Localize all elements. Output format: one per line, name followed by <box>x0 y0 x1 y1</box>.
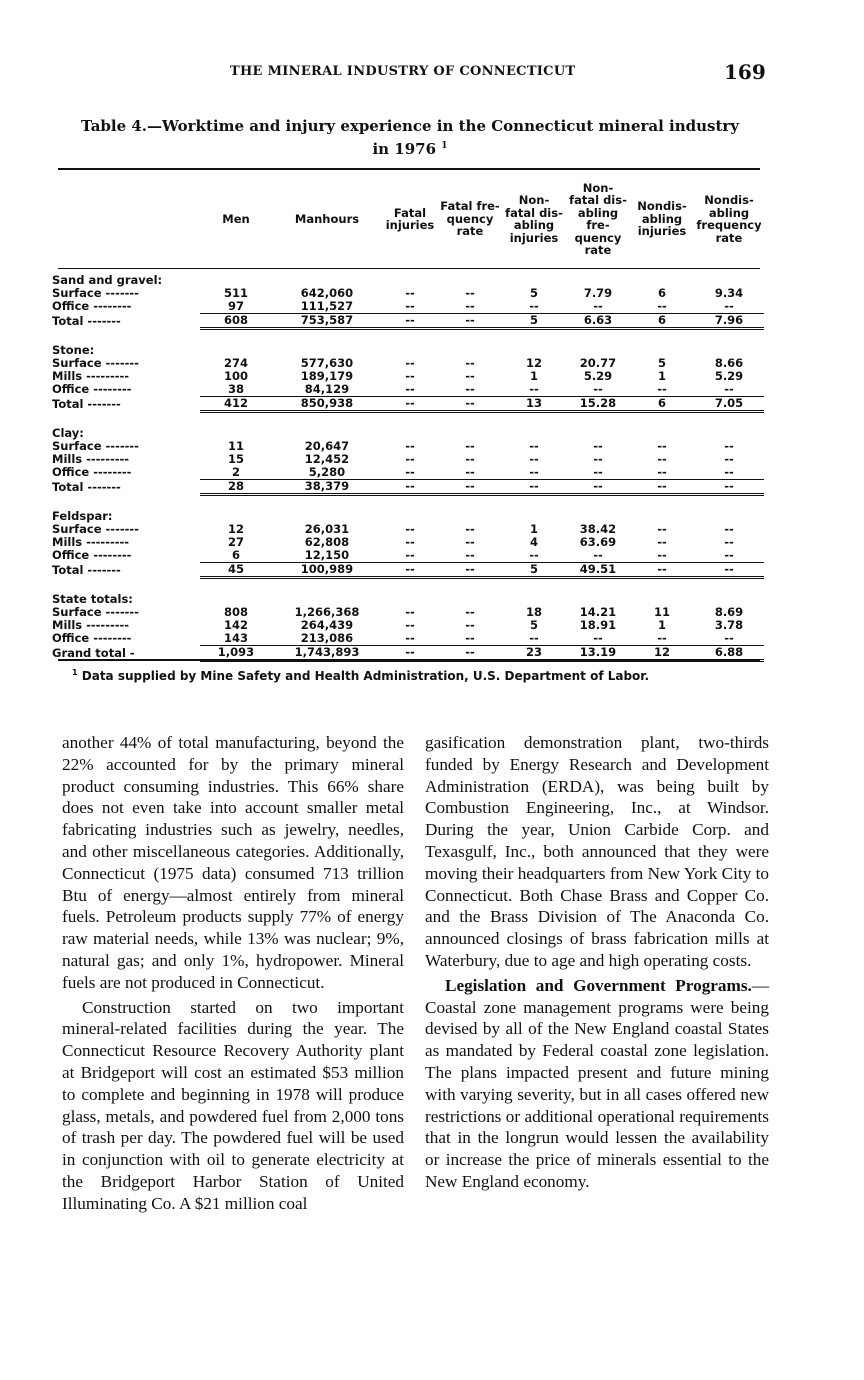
table-cell: -- <box>465 300 475 313</box>
group-heading-row <box>52 421 764 440</box>
injury-table <box>52 170 764 662</box>
footnote-text: Data supplied by Mine Safety and Health Administration, U.S. Department of Labor. <box>81 669 650 683</box>
group-heading: Sand and gravel: <box>52 273 163 287</box>
running-title: THE MINERAL INDUSTRY OF CONNECTICUT <box>230 64 576 79</box>
table-row <box>52 383 764 397</box>
table-cell: -- <box>724 632 734 645</box>
total-cell: 13.19 <box>566 646 630 661</box>
table-cell: -- <box>529 440 539 453</box>
group-heading-row <box>52 338 764 357</box>
total-cell: 608 <box>200 314 272 329</box>
table-cell: 143 <box>223 632 248 645</box>
group-heading: Stone: <box>52 343 95 357</box>
table-cell: 6 <box>231 549 240 562</box>
row-label: Surface ------- <box>52 606 139 619</box>
group-spacer <box>52 329 764 339</box>
table-cell: -- <box>724 383 734 396</box>
table-body <box>52 268 764 661</box>
body-column-right <box>425 732 769 1193</box>
total-cell: -- <box>382 563 438 578</box>
row-label: Surface ------- <box>52 523 139 536</box>
table-cell: 213,086 <box>300 632 354 645</box>
total-cell: -- <box>382 314 438 329</box>
table-cell: -- <box>529 453 539 466</box>
table-cell: -- <box>593 549 603 562</box>
group-spacer <box>52 578 764 588</box>
total-cell: -- <box>694 480 764 495</box>
table-cell: -- <box>657 549 667 562</box>
paragraph: gasification demonstration plant, two-thirds funded by Energy Research and Development Administration (ERDA), was being built by Combustion Engineering, Inc., at Windsor. During the year, Union Carbide Corp. and Texasgulf, Inc., both announced that they were moving their headquarters from New York City to Connecticut. Both Chase Brass and Copper Co. and the Brass Division of The Anaconda Co. announced closings of brass fabrication mills at Waterbury, due to age and high operating costs. <box>425 733 769 970</box>
table-cell: -- <box>724 440 734 453</box>
table-cell: -- <box>593 453 603 466</box>
table-cell: 274 <box>223 357 248 370</box>
table-row <box>52 453 764 466</box>
total-cell: -- <box>438 314 502 329</box>
table-cell: -- <box>405 383 415 396</box>
total-cell: 28 <box>200 480 272 495</box>
table-cell: -- <box>529 466 539 479</box>
table-cell: 642,060 <box>300 287 354 300</box>
table-cell: 12 <box>525 357 542 370</box>
total-row <box>52 480 764 495</box>
footnote-mark: 1 <box>72 668 78 677</box>
group-heading: State totals: <box>52 592 133 606</box>
table-cell: -- <box>405 606 415 619</box>
table-cell: 12 <box>227 523 244 536</box>
table-cell: 111,527 <box>300 300 354 313</box>
table-row <box>52 606 764 619</box>
row-label: Mills --------- <box>52 453 130 466</box>
group-heading: Clay: <box>52 426 84 440</box>
body-column-left <box>62 732 404 1215</box>
table-cell: 62,808 <box>304 536 350 549</box>
table-row <box>52 357 764 370</box>
table-cell: -- <box>593 300 603 313</box>
group-heading-row <box>52 504 764 523</box>
caption-footnote-mark: 1 <box>441 141 448 151</box>
table-cell: 6 <box>657 287 666 300</box>
total-cell: -- <box>438 397 502 412</box>
spacer-cell <box>52 329 764 339</box>
total-cell: 753,587 <box>272 314 382 329</box>
table-cell: -- <box>724 466 734 479</box>
table-cell: 1 <box>529 523 538 536</box>
table-cell: -- <box>465 619 475 632</box>
table-cell: -- <box>405 549 415 562</box>
table-row <box>52 466 764 480</box>
table-cell: -- <box>724 300 734 313</box>
total-cell: 850,938 <box>272 397 382 412</box>
total-cell: 49.51 <box>566 563 630 578</box>
table-cell: -- <box>593 466 603 479</box>
table-cell: -- <box>724 453 734 466</box>
table-cell: 14.21 <box>579 606 617 619</box>
table-caption <box>60 116 760 159</box>
table-cell: 100 <box>223 370 248 383</box>
table-cell: 189,179 <box>300 370 354 383</box>
table-cell: -- <box>724 549 734 562</box>
row-label: Office -------- <box>52 300 132 314</box>
total-cell: 100,989 <box>272 563 382 578</box>
total-label: Total ------- <box>52 313 121 328</box>
table-cell: -- <box>657 383 667 396</box>
table-cell: -- <box>724 523 734 536</box>
total-cell: 5 <box>502 314 566 329</box>
row-label: Surface ------- <box>52 440 139 453</box>
paragraph: Construction started on two important mineral-related facilities during the year. The Connecticut Resource Recovery Authority plant at Bridgeport will cost an estimated $53 million to complete and beginning in 1978 will produce glass, metals, and powdered fuel from 2,000 tons of trash per day. The powdered fuel will be used in conjunction with oil to generate electricity at the Bridgeport Harbor Station of United Illuminating Co. A $21 million coal <box>62 997 404 1213</box>
table-cell: 12,150 <box>304 549 350 562</box>
table-cell: -- <box>657 632 667 645</box>
total-cell: -- <box>438 563 502 578</box>
total-row <box>52 563 764 578</box>
table-row <box>52 440 764 453</box>
table-footnote <box>72 668 649 683</box>
table-cell: -- <box>405 536 415 549</box>
table-cell: 20,647 <box>304 440 350 453</box>
header-men: Men <box>222 211 250 226</box>
table-cell: -- <box>593 440 603 453</box>
table-cell: 97 <box>227 300 244 313</box>
total-label: Grand total - <box>52 645 135 660</box>
table-cell: 9.34 <box>714 287 744 300</box>
table-cell: -- <box>405 523 415 536</box>
table-cell: -- <box>657 440 667 453</box>
header-stub <box>52 170 200 268</box>
table-cell: 5 <box>657 357 666 370</box>
table-row <box>52 549 764 563</box>
table-cell: -- <box>657 523 667 536</box>
table-cell: -- <box>465 632 475 645</box>
table-caption-line2 <box>60 136 760 159</box>
group-heading: Feldspar: <box>52 509 113 523</box>
table-cell: -- <box>465 440 475 453</box>
total-cell: 38,379 <box>272 480 382 495</box>
paragraph: another 44% of total manufacturing, beyond the 22% accounted for by the primary mineral product consuming industries. This 66% share does not even take into account smaller metal fabricating industries such as jewelry, needles, and other miscellaneous categories. Additionally, Connecticut (1975 data) consumed 713 trillion Btu of energy—almost entirely from mineral fuels. Petroleum products supply 77% of energy raw material needs, while 13% was nuclear; 9%, natural gas; and only 1%, hydropower. Mineral fuels are not produced in Connecticut. <box>62 733 404 992</box>
table-cell: -- <box>405 370 415 383</box>
table-row <box>52 523 764 536</box>
table-cell: 1 <box>657 370 666 383</box>
table-cell: 142 <box>223 619 248 632</box>
table-cell: 5 <box>529 287 538 300</box>
table-cell: 26,031 <box>304 523 350 536</box>
table-cell: -- <box>657 466 667 479</box>
table-cell: -- <box>529 383 539 396</box>
table-cell: -- <box>465 453 475 466</box>
group-spacer <box>52 495 764 505</box>
table-cell: 2 <box>231 466 240 479</box>
table-cell: -- <box>405 440 415 453</box>
group-heading-row <box>52 587 764 606</box>
total-cell: -- <box>630 480 694 495</box>
header-nondisabling-frequency-rate: Nondis- abling frequency rate <box>696 193 762 245</box>
table-cell: 808 <box>223 606 248 619</box>
table-cell: 63.69 <box>579 536 617 549</box>
header-fatal-injuries: Fatal injuries <box>385 205 435 232</box>
table-cell: 8.69 <box>714 606 744 619</box>
total-label: Total ------- <box>52 562 121 577</box>
section-text: —Coastal zone management programs were being devised by all of the New England coastal States as mandated by Federal coastal zone legislation. The plans impacted present and future mining with varying severity, but in all cases offered new restrictions or additional operational requirements that in the longrun would lessen the availability or increase the price of minerals essential to the New England economy. <box>425 975 769 1191</box>
table-cell: 1 <box>657 619 666 632</box>
total-cell: -- <box>694 563 764 578</box>
paragraph <box>425 975 769 1193</box>
table-cell: 3.78 <box>714 619 744 632</box>
total-cell: -- <box>502 480 566 495</box>
table-cell: -- <box>465 549 475 562</box>
caption-year: in 1976 <box>372 140 437 158</box>
table-cell: 1 <box>529 370 538 383</box>
table-cell: -- <box>465 383 475 396</box>
table-cell: -- <box>657 536 667 549</box>
total-cell: 7.96 <box>694 314 764 329</box>
table-cell: -- <box>529 549 539 562</box>
total-cell: -- <box>382 397 438 412</box>
total-cell: 6.88 <box>694 646 764 661</box>
table-cell: -- <box>657 453 667 466</box>
row-label: Mills --------- <box>52 370 130 383</box>
table-cell: 18.91 <box>579 619 617 632</box>
total-label: Total ------- <box>52 479 121 494</box>
table-cell: -- <box>593 383 603 396</box>
table-cell: 577,630 <box>300 357 354 370</box>
total-cell: -- <box>438 480 502 495</box>
row-label: Surface ------- <box>52 287 139 300</box>
table-cell: 12,452 <box>304 453 350 466</box>
table-cell: -- <box>465 357 475 370</box>
group-heading-row <box>52 268 764 287</box>
table-cell: 38 <box>227 383 244 396</box>
table-cell: 15 <box>227 453 244 466</box>
spacer-cell <box>52 495 764 505</box>
total-cell: 6 <box>630 314 694 329</box>
table-caption-line1: Table 4.—Worktime and injury experience in the Connecticut mineral industry <box>80 117 740 135</box>
section-heading: Legislation and Government Programs. <box>445 975 752 995</box>
total-row <box>52 397 764 412</box>
total-cell: 7.05 <box>694 397 764 412</box>
total-cell: 45 <box>200 563 272 578</box>
total-row <box>52 646 764 661</box>
row-label: Office -------- <box>52 466 132 480</box>
total-cell: -- <box>382 646 438 661</box>
table-cell: 7.79 <box>583 287 613 300</box>
table-cell: -- <box>593 632 603 645</box>
table-cell: -- <box>465 466 475 479</box>
header-nondisabling-injuries: Nondis- abling injuries <box>637 199 687 239</box>
header-manhours: Manhours <box>294 211 360 226</box>
header-fatal-frequency-rate: Fatal fre- quency rate <box>440 199 500 239</box>
page-number: 169 <box>724 60 766 84</box>
total-cell: -- <box>630 563 694 578</box>
total-cell: 6.63 <box>566 314 630 329</box>
table-cell: 5,280 <box>308 466 346 479</box>
total-cell: 23 <box>502 646 566 661</box>
table-row <box>52 287 764 300</box>
table-cell: 511 <box>223 287 248 300</box>
spacer-cell <box>52 412 764 422</box>
total-cell: 15.28 <box>566 397 630 412</box>
table-cell: -- <box>405 619 415 632</box>
table-cell: 4 <box>529 536 538 549</box>
total-cell: 13 <box>502 397 566 412</box>
table-cell: 5.29 <box>714 370 744 383</box>
table-cell: -- <box>405 453 415 466</box>
row-label: Mills --------- <box>52 536 130 549</box>
table-cell: 1,266,368 <box>294 606 360 619</box>
table-cell: 84,129 <box>304 383 350 396</box>
table-row <box>52 300 764 314</box>
table-row <box>52 536 764 549</box>
total-cell: 1,743,893 <box>272 646 382 661</box>
table-cell: -- <box>405 300 415 313</box>
table-cell: 8.66 <box>714 357 744 370</box>
table-cell: -- <box>405 466 415 479</box>
spacer-cell <box>52 578 764 588</box>
table-row <box>52 632 764 646</box>
row-label: Office -------- <box>52 549 132 563</box>
table-cell: 5.29 <box>583 370 613 383</box>
table-cell: 264,439 <box>300 619 354 632</box>
table-cell: -- <box>465 606 475 619</box>
table-cell: 20.77 <box>579 357 617 370</box>
header-nonfatal-disabling-injuries: Non- fatal dis- abling injuries <box>505 193 563 245</box>
table-cell: -- <box>529 300 539 313</box>
table-cell: -- <box>465 287 475 300</box>
table-cell: 11 <box>653 606 670 619</box>
table-cell: -- <box>724 536 734 549</box>
table-cell: 18 <box>525 606 542 619</box>
table-header-row <box>52 170 764 268</box>
table-cell: -- <box>405 357 415 370</box>
group-spacer <box>52 412 764 422</box>
table-cell: -- <box>529 632 539 645</box>
total-cell: -- <box>382 480 438 495</box>
total-row <box>52 314 764 329</box>
total-cell: 1,093 <box>200 646 272 661</box>
total-cell: 6 <box>630 397 694 412</box>
table-cell: 5 <box>529 619 538 632</box>
table-cell: -- <box>465 523 475 536</box>
header-nonfatal-disabling-frequency-rate: Non- fatal dis- abling fre- quency rate <box>569 180 627 257</box>
row-label: Surface ------- <box>52 357 139 370</box>
table-cell: -- <box>405 287 415 300</box>
running-head <box>0 60 864 84</box>
table-cell: -- <box>465 370 475 383</box>
table-cell: -- <box>405 632 415 645</box>
total-cell: 412 <box>200 397 272 412</box>
row-label: Office -------- <box>52 383 132 397</box>
total-label: Total ------- <box>52 396 121 411</box>
row-label: Office -------- <box>52 632 132 646</box>
table-row <box>52 370 764 383</box>
total-cell: -- <box>438 646 502 661</box>
total-cell: 12 <box>630 646 694 661</box>
table-cell: 27 <box>227 536 244 549</box>
table-cell: -- <box>657 300 667 313</box>
row-label: Mills --------- <box>52 619 130 632</box>
total-cell: 5 <box>502 563 566 578</box>
total-cell: -- <box>566 480 630 495</box>
table-cell: 11 <box>227 440 244 453</box>
table-cell: -- <box>465 536 475 549</box>
table-cell: 38.42 <box>579 523 617 536</box>
table-row <box>52 619 764 632</box>
